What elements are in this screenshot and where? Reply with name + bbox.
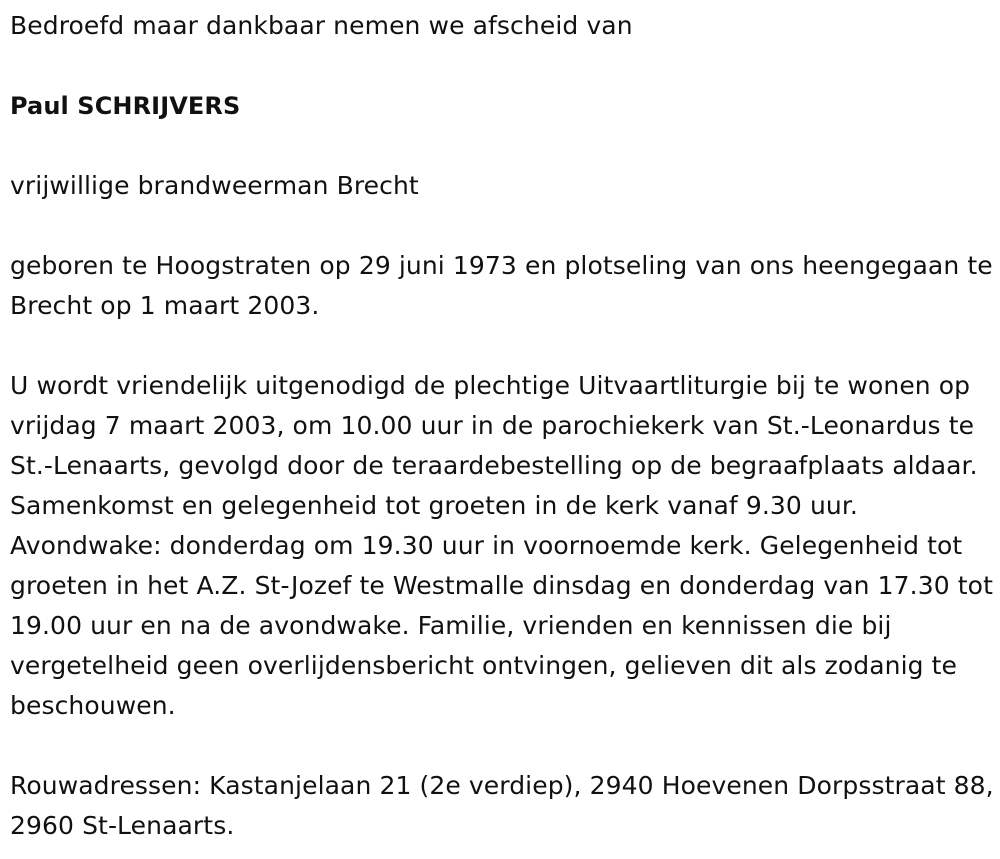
deceased-role: vrijwillige brandweerman Brecht (10, 171, 419, 200)
intro-text: Bedroefd maar dankbaar nemen we afscheid van (10, 11, 633, 40)
death-notice (10, 6, 995, 846)
deceased-name: Paul SCHRIJVERS (10, 92, 241, 120)
funeral-invitation: U wordt vriendelijk uitgenodigd de plechtige Uitvaartliturgie bij te wonen op vrijdag 7 maart 2003, om 10.00 uur in de parochiekerk van St.-Leonardus te St.-Lenaarts, gevolgd door de teraardebestelling op de begraafplaats aldaar. Samenkomst en gelegenheid tot groeten in de kerk vanaf 9.30 uur. Avondwake: donderdag om 19.30 uur in voornoemde kerk. Gelegenheid tot groeten in het A.Z. St-Jozef te Westmalle dinsdag en donderdag van 17.30 tot 19.00 uur en na de avondwake. Familie, vrienden en kennissen die bij vergetelheid geen overlijdensbericht ontvingen, gelieven dit als zodanig te beschouwen. (10, 371, 993, 720)
condolence-addresses: Rouwadressen: Kastanjelaan 21 (2e verdiep), 2940 Hoevenen Dorpsstraat 88, 2960 St-Lenaarts. (10, 771, 994, 840)
birth-death-dates: geboren te Hoogstraten op 29 juni 1973 en plotseling van ons heengegaan te Brecht op 1 maart 2003. (10, 251, 993, 320)
